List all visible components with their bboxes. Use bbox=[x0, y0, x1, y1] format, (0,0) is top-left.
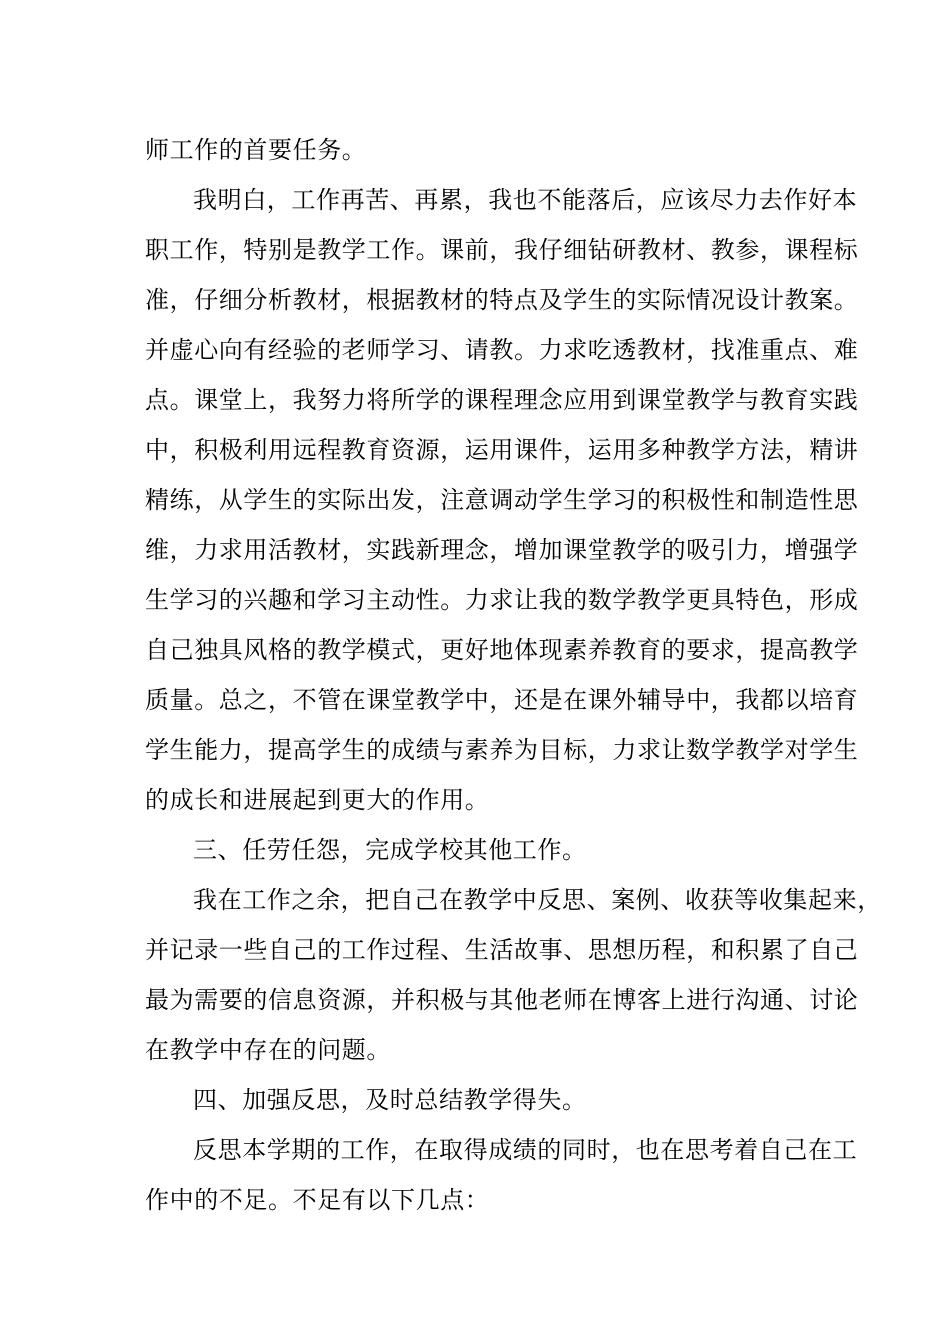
text-line: 并虚心向有经验的老师学习、请教。力求吃透教材，找准重点、难 bbox=[145, 336, 859, 364]
text-line: 生学习的兴趣和学习主动性。力求让我的数学教学更具特色，形成 bbox=[145, 586, 859, 614]
section-heading: 四、加强反思，及时总结教学得失。 bbox=[193, 1086, 587, 1114]
text-line: 最为需要的信息资源，并积极与其他老师在博客上进行沟通、讨论 bbox=[145, 986, 859, 1014]
text-line: 学生能力，提高学生的成绩与素养为目标，力求让数学教学对学生 bbox=[145, 736, 859, 764]
text-line: 中，积极利用远程教育资源，运用课件，运用多种教学方法，精讲 bbox=[145, 436, 859, 464]
text-line: 维，力求用活教材，实践新理念，增加课堂教学的吸引力，增强学 bbox=[145, 536, 859, 564]
text-line: 作中的不足。不足有以下几点： bbox=[145, 1186, 490, 1214]
text-line: 并记录一些自己的工作过程、生活故事、思想历程，和积累了自己 bbox=[145, 936, 859, 964]
text-line: 师工作的首要任务。 bbox=[145, 136, 367, 164]
text-line: 在教学中存在的问题。 bbox=[145, 1036, 391, 1064]
text-line: 的成长和进展起到更大的作用。 bbox=[145, 786, 490, 814]
section-heading: 三、任劳任怨，完成学校其他工作。 bbox=[193, 836, 587, 864]
text-line: 自己独具风格的教学模式，更好地体现素养教育的要求，提高教学 bbox=[145, 636, 859, 664]
text-line: 反思本学期的工作，在取得成绩的同时，也在思考着自己在工 bbox=[193, 1136, 858, 1164]
text-line: 精练，从学生的实际出发，注意调动学生学习的积极性和制造性思 bbox=[145, 486, 859, 514]
text-line: 质量。总之，不管在课堂教学中，还是在课外辅导中，我都以培育 bbox=[145, 686, 859, 714]
text-line: 准，仔细分析教材，根据教材的特点及学生的实际情况设计教案。 bbox=[145, 286, 859, 314]
text-line: 点。课堂上，我努力将所学的课程理念应用到课堂教学与教育实践 bbox=[145, 386, 859, 414]
text-line: 我明白，工作再苦、再累，我也不能落后，应该尽力去作好本 bbox=[193, 186, 858, 214]
text-line: 我在工作之余，把自己在教学中反思、案例、收获等收集起来， bbox=[193, 886, 882, 914]
text-line: 职工作，特别是教学工作。课前，我仔细钻研教材、教参，课程标 bbox=[145, 236, 859, 264]
